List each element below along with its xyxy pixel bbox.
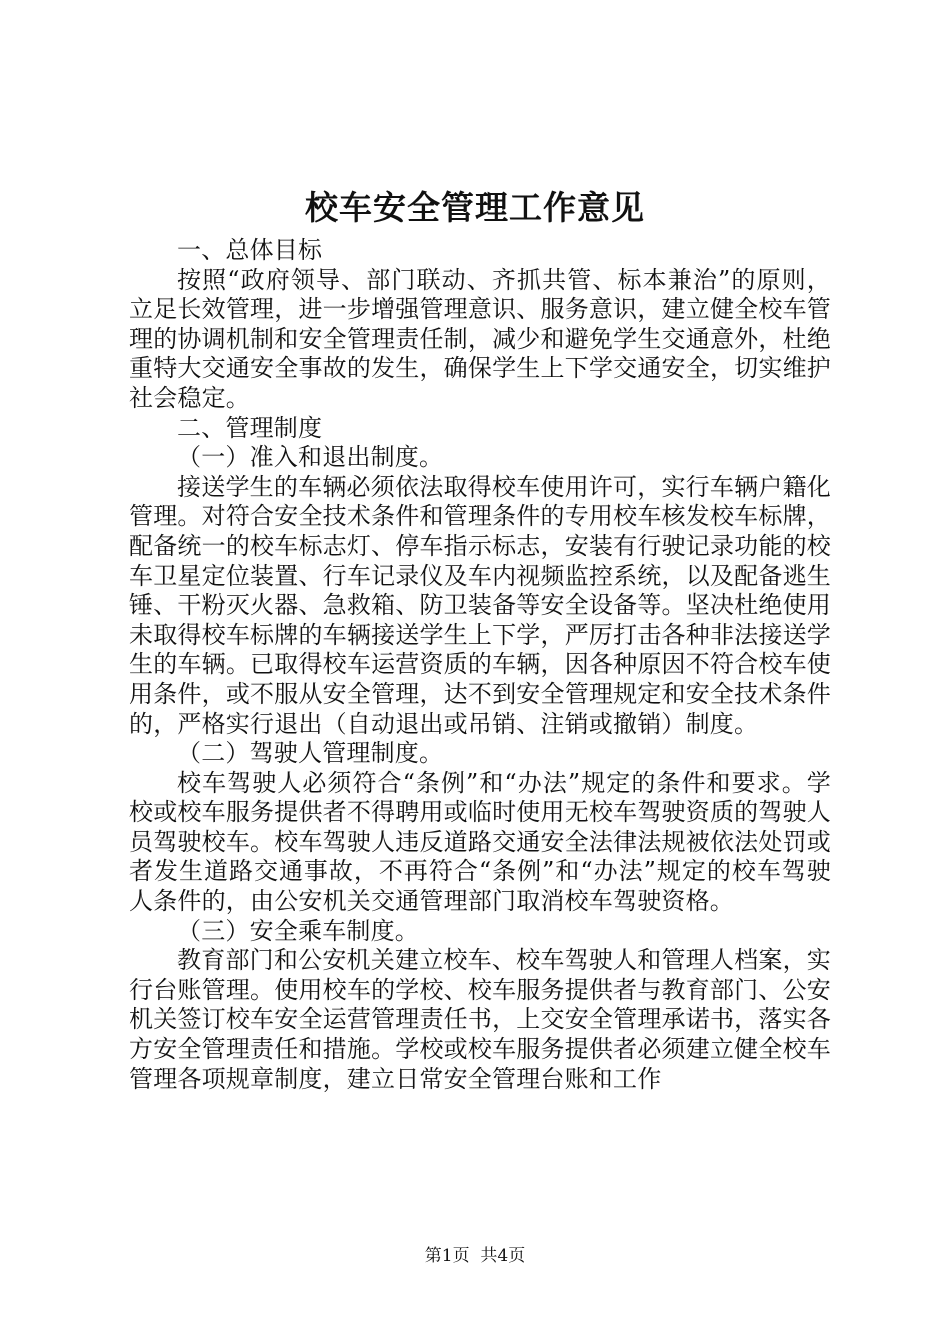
footer-spacer xyxy=(470,1246,481,1266)
paragraph-overall-goal: 按照“政府领导、部门联动、齐抓共管、标本兼治”的原则，立足长效管理，进一步增强管理意识、服务意识，建立健全校车管理的协调机制和安全管理责任制，减少和避免学生交通意外，杜绝重特大交通安全事故的发生，确保学生上下学交通安全，切实维护社会稳定。 xyxy=(129,265,831,412)
paragraph-driver-management: 校车驾驶人必须符合“条例”和“办法”规定的条件和要求。学校或校车服务提供者不得聘用或临时使用无校车驾驶资质的驾驶人员驾驶校车。校车驾驶人违反道路交通安全法律法规被依法处罚或者发生道路交通事故，不再符合“条例”和“办法”规定的校车驾驶人条件的，由公安机关交通管理部门取消校车驾驶资格。 xyxy=(129,768,831,916)
page-footer xyxy=(0,1244,950,1268)
section-heading-overall-goal: 一、总体目标 xyxy=(177,236,323,264)
subheading-safe-riding: （三）安全乘车制度。 xyxy=(177,916,419,945)
subheading-entry-exit: （一）准入和退出制度。 xyxy=(177,443,444,472)
paragraph-safe-riding: 教育部门和公安机关建立校车、校车驾驶人和管理人档案，实行台账管理。使用校车的学校、校车服务提供者与教育部门、公安机关签订校车安全运营管理责任书，上交安全管理承诺书，落实各方安全管理责任和措施。学校或校车服务提供者必须建立健全校车管理各项规章制度，建立日常安全管理台账和工作 xyxy=(129,946,831,1093)
paragraph-entry-exit: 接送学生的车辆必须依法取得校车使用许可，实行车辆户籍化管理。对符合安全技术条件和管理条件的专用校车核发校车标牌，配备统一的校车标志灯、停车指示标志，安装有行驶记录功能的校车卫星定位装置、行车记录仪及车内视频监控系统，以及配备逃生锤、干粉灭火器、急救箱、防卫装备等安全设备等。坚决杜绝使用未取得校车标牌的车辆接送学生上下学，严厉打击各种非法接送学生的车辆。已取得校车运营资质的车辆，因各种原因不符合校车使用条件，或不服从安全管理，达不到安全管理规定和安全技术条件的，严格实行退出（自动退出或吊销、注销或撤销）制度。 xyxy=(129,472,831,738)
document-title: 校车安全管理工作意见 xyxy=(305,188,645,227)
subheading-driver-management: （二）驾驶人管理制度。 xyxy=(177,739,444,768)
section-heading-management-system: 二、管理制度 xyxy=(177,413,323,442)
document-body xyxy=(129,236,831,1094)
page-number: 第1页 xyxy=(424,1246,470,1266)
page-total: 共4页 xyxy=(480,1246,526,1266)
